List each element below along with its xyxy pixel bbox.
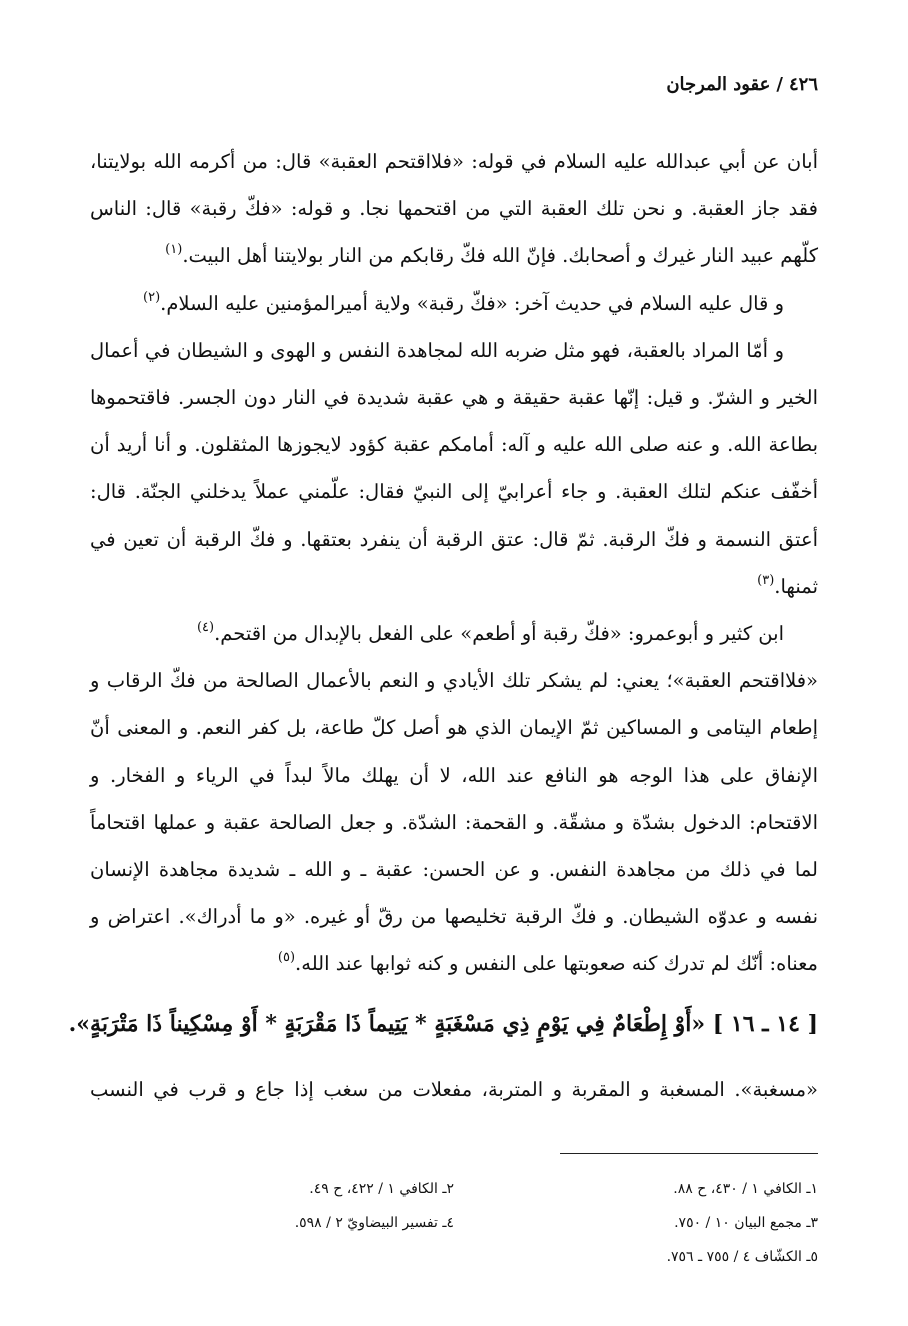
running-header [666,74,818,95]
paragraph-text: و قال عليه السلام في حديث آخر: «فكّ رقبة» ولاية أميرالمؤمنين عليه السلام. [160,291,784,315]
paragraph [90,138,818,280]
paragraph [90,610,818,657]
paragraph-text: أبان عن أبي عبدالله عليه السلام في قوله: «فلااقتحم العقبة» قال: من أكرمه الله بولايتنا، فقد جاز العقبة. و نحن تلك العقبة التي من اقتحمها نجا. و قوله: «فكّ رقبة» قال: الناس كلّهم عبيد النار غيرك و أصحابك. فإنّ الله فكّ رقابكم من النار بولايتنا أهل البيت. [90,150,818,268]
commentary-continuation: «مسغبة». المسغبة و المقربة و المتربة، مفعلات من سغب إذا جاع و قرب في النسب [90,1078,818,1101]
footnote-marker: (٥) [277,950,296,966]
header-separator: / [776,74,783,95]
main-text [90,138,818,988]
footnote: ٢ـ الكافي ١ / ٤٢٢، ح ٤٩. [309,1181,454,1197]
paragraph-text: «فلااقتحم العقبة»؛ يعني: لم يشكر تلك الأيادي و النعم بالأعمال الصالحة من فكّ الرقاب و إطعام اليتامى و المساكين ثمّ الإيمان الذي هو أصل كلّ طاعة، بل كفر النعم. و المعنى أنّ الإنفاق على هذا الوجه هو النافع عند الله، لا أن يهلك مالاً لبداً في الرياء و الفخار. و الاقتحام: الدخول بشدّة و مشقّة. و القحمة: الشدّة. و جعل الصالحة عقبة و عملها اقتحاماً لما في ذلك من مجاهدة النفس. و عن الحسن: عقبة ـ و الله ـ شديدة مجاهدة الإنسان نفسه و عدوّه الشيطان. و فكّ الرقبة تخليصها من رقّ أو غيره. «و ما أدراك». اعتراض و معناه: أنّك لم تدرك كنه صعوبتها على النفس و كنه ثوابها عند الله. [90,669,818,976]
footnote-row [90,1172,818,1206]
verse-heading [68,998,818,1050]
paragraph-text: و أمّا المراد بالعقبة، فهو مثل ضربه الله لمجاهدة النفس و الهوى و الشيطان في أعمال الخير و الشرّ. و قيل: إنّها عقبة حقيقة و هي عقبة شديدة في النار دون الجسر. فاقتحموها بطاعة الله. و عنه صلى الله عليه و آله: أمامكم عقبة كؤود لايجوزها المثقلون. و أنا أريد أن أخفّف عنكم لتلك العقبة. و جاء أعرابيّ إلى النبيّ فقال: علّمني عملاً يدخلني الجنّة. قال: أعتق النسمة و فكّ الرقبة. ثمّ قال: عتق الرقبة أن ينفرد بعتقها. و فكّ الرقبة أن تعين في ثمنها. [90,338,818,598]
paragraph [90,657,818,987]
verse-range: [ ١٤ ـ ١٦ ] [712,1011,818,1037]
paragraph [90,280,818,327]
footnote [90,1240,454,1274]
footnote-row [90,1240,818,1274]
footnote-row [90,1206,818,1240]
footnote-marker: (٤) [196,620,215,636]
page-number: ٤٢٦ [788,74,818,95]
footnote-divider [560,1153,818,1154]
footnote-marker: (٣) [757,572,775,588]
book-title: عقود المرجان [666,74,771,95]
footnote: ٥ـ الكشّاف ٤ / ٧٥٥ ـ ٧٥٦. [666,1249,818,1265]
footnote: ٣ـ مجمع البيان ١٠ / ٧٥٠. [674,1215,818,1231]
footnote: ١ـ الكافي ١ / ٤٣٠، ح ٨٨. [673,1181,818,1197]
paragraph-text: ابن كثير و أبوعمرو: «فكّ رقبة أو أطعم» على الفعل بالإبدال من اقتحم. [214,622,784,646]
footnote-marker: (٢) [143,289,161,305]
footnotes [90,1172,818,1274]
paragraph [90,327,818,610]
footnote-marker: (١) [165,242,183,258]
verse-text: «أَوْ إِطْعَامٌ فِي يَوْمٍ ذِي مَسْغَبَةٍ * يَتِيماً ذَا مَقْرَبَةٍ * أَوْ مِسْكِيناً ذَا مَتْرَبَةٍ». [68,1011,706,1037]
footnote: ٤ـ تفسير البيضاويّ ٢ / ٥٩٨. [294,1215,454,1231]
